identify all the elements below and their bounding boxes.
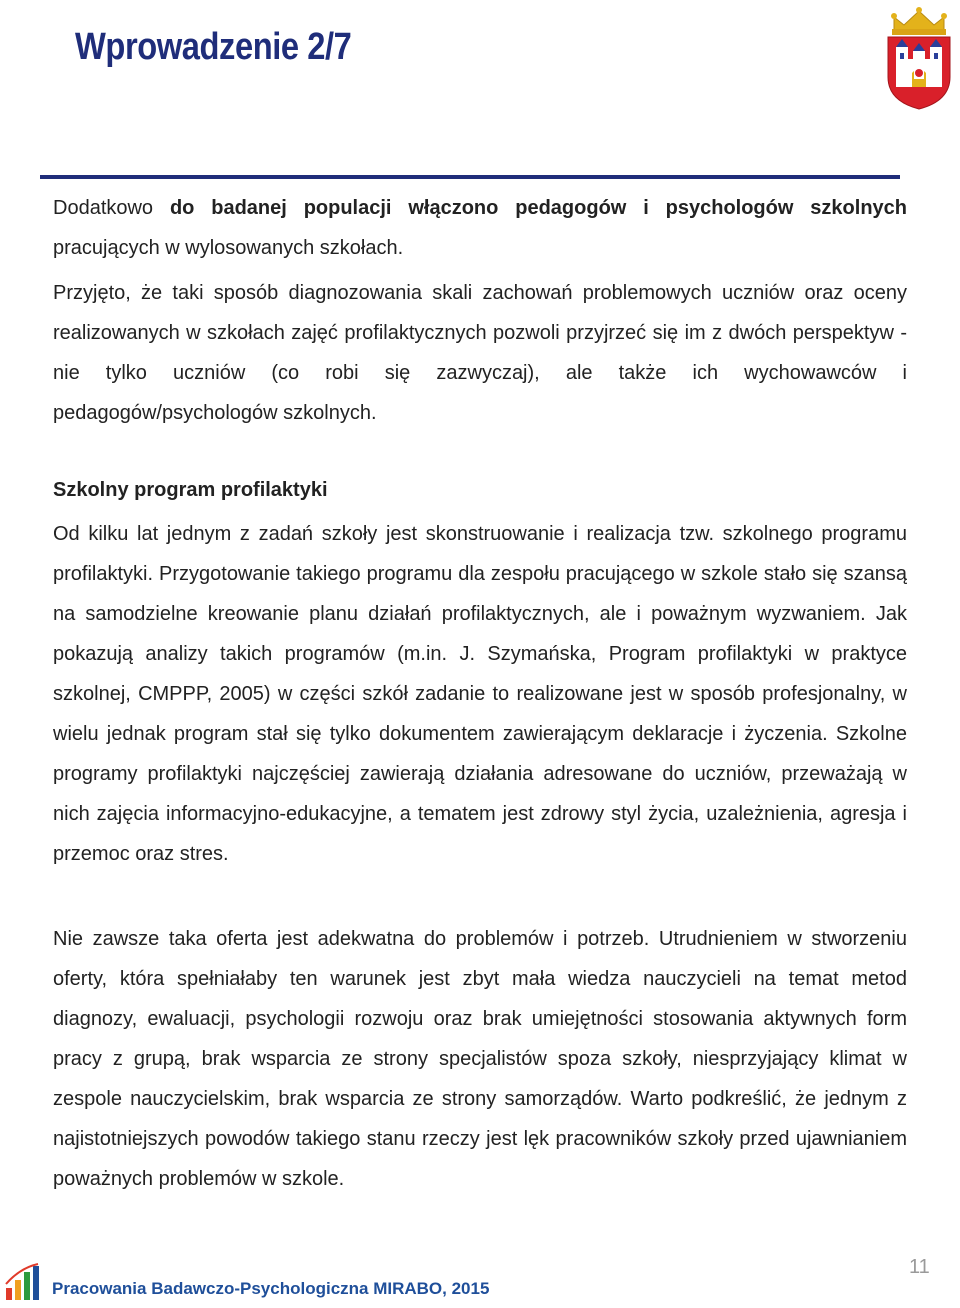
paragraph-difficulties: Nie zawsze taka oferta jest adekwatna do problemów i potrzeb. Utrudnieniem w stworzeniu oferty, która spełniałaby ten warunek jest zbyt mała wiedza nauczycieli na temat metod diagnozy, ewaluacji, psychologii rozwoju oraz brak umiejętności stosowania aktywnych form pracy z grupą, brak wsparcia ze strony specjalistów spoza szkoły, niesprzyjający klimat w zespole nauczycielskim, brak wsparcia ze strony samorządów. Warto podkreślić, że jednym z najistotniejszych powodów takiego stanu rzeczy jest lęk pracowników szkoły przed ujawnianiem poważnych problemów w szkole. — [53, 928, 907, 1190]
paragraph-intro-tail: pracujących w wylosowanych szkołach. — [53, 237, 404, 259]
paragraph-intro-lead: Dodatkowo — [53, 197, 170, 219]
mirabo-logo-icon — [4, 1262, 42, 1302]
footer-text: Pracowania Badawczo-Psychologiczna MIRABO, 2015 — [52, 1279, 490, 1298]
section-heading: Szkolny program profilaktyki — [53, 479, 328, 501]
page-title: Wprowadzenie 2/7 — [75, 26, 352, 68]
paragraph-perspective: Przyjęto, że taki sposób diagnozowania skali zachowań problemowych uczniów oraz oceny realizowanych w szkołach zajęć profilaktycznych pozwoli przyjrzeć się im z dwóch perspektyw - nie tylko uczniów (co robi się zazwyczaj), ale także ich wychowawców i pedagogów/psychologów szkolnych. — [53, 282, 907, 424]
page-number: 11 — [909, 1256, 930, 1278]
paragraph-intro — [53, 188, 907, 268]
krakow-coat-of-arms-icon — [880, 5, 958, 111]
paragraph-intro-bold: do badanej populacji włączono pedagogów i psychologów szkolnych — [169, 197, 907, 219]
header-divider — [40, 175, 900, 179]
paragraph-program: Od kilku lat jednym z zadań szkoły jest skonstruowanie i realizacja tzw. szkolnego programu profilaktyki. Przygotowanie takiego programu dla zespołu pracującego w szkole stało się szansą na samodzielne kreowanie planu działań profilaktycznych, ale i poważnym wyzwaniem. Jak pokazują analizy takich programów (m.in. J. Szymańska, Program profilaktyki w praktyce szkolnej, CMPPP, 2005) w części szkół zadanie to realizowane jest w sposób profesjonalny, w wielu jednak program stał się tylko dokumentem zawierającym deklaracje i życzenia. Szkolne programy profilaktyki najczęściej zawierają działania adresowane do uczniów, przeważają w nich zajęcia informacyjno-edukacyjne, a tematem jest zdrowy styl życia, uzależnienia, agresja i przemoc oraz stres. — [53, 523, 907, 865]
